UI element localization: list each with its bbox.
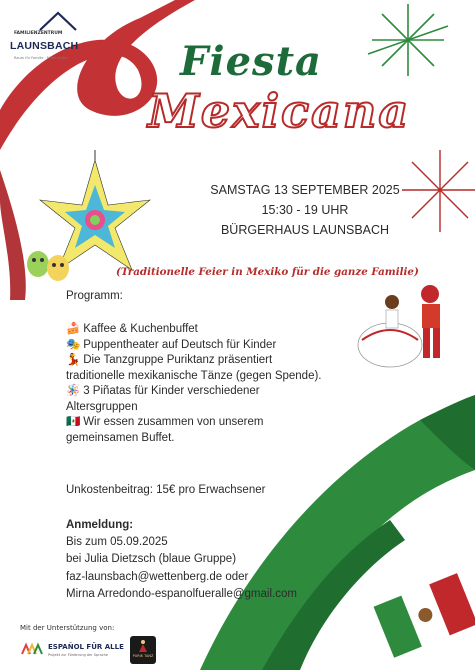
- program-item-text: 3 Piñatas für Kinder verschiedener: [83, 385, 260, 397]
- logo-name: LAUNSBACH: [10, 40, 79, 52]
- hands-logo-icon: [20, 642, 44, 658]
- registration-contact-1: bei Julia Dietzsch (blaue Gruppe): [66, 553, 237, 565]
- sponsor1-name: ESPAÑOL FÜR ALLE: [48, 643, 124, 651]
- program-heading: Programm:: [66, 290, 123, 302]
- registration-email-2[interactable]: Mirna Arredondo-espanolfueralle@gmail.com: [66, 588, 297, 600]
- cake-icon: 🍰: [66, 323, 81, 335]
- fee-text: Unkostenbeitrag: 15€ pro Erwachsener: [66, 484, 266, 496]
- event-time: 15:30 - 19 UHR: [261, 203, 349, 217]
- title-mexicana: Mexicana: [148, 84, 411, 138]
- puppet-icon: 🎭: [66, 338, 81, 351]
- pinata-icon: 🪅: [66, 385, 81, 397]
- sponsor-note: Mit der Unterstützung von:: [20, 624, 115, 632]
- espanol-fuer-alle-logo: [20, 640, 124, 664]
- program-item-continuation: traditionelle mexikanische Tänze (gegen Spende).: [66, 369, 322, 382]
- dancer-icon: 💃: [66, 354, 81, 366]
- program-item: [66, 415, 366, 431]
- subtitle: (Traditionelle Feier in Mexiko für die ganze Familie): [116, 266, 419, 278]
- program-item-continuation: Altersgruppen: [66, 400, 138, 413]
- program-item: [66, 322, 366, 338]
- registration-heading: Anmeldung:: [66, 519, 134, 531]
- registration-email-1[interactable]: faz-launsbach@wettenberg.de oder: [66, 571, 249, 583]
- theater-masks-icon: [27, 251, 69, 281]
- dancer-logo-icon: [136, 639, 150, 653]
- program-item: [66, 338, 366, 354]
- program-item-text: Wir essen zusammen von unserem: [83, 416, 264, 428]
- mexico-flag-icon: 🇲🇽: [66, 416, 81, 428]
- event-location: BÜRGERHAUS LAUNSBACH: [220, 223, 390, 237]
- house-roof-icon: [38, 10, 78, 32]
- program-item: [66, 384, 366, 400]
- purik-tanz-logo: [130, 636, 156, 664]
- sponsor1-tagline: Projekt zur Förderung der Sprache: [48, 653, 109, 657]
- program-item: [66, 353, 366, 369]
- program-item-continuation: gemeinsamen Buffet.: [66, 431, 175, 444]
- logo-small-text: FAMILIENZENTRUM: [14, 31, 63, 36]
- green-firework-icon: [368, 4, 448, 76]
- pinata-star-decoration: [40, 150, 150, 270]
- logo-tagline: Raum für Familie · Miteinander: [14, 56, 68, 60]
- mexico-flag-decoration: [374, 573, 475, 658]
- sponsor2-name: PURIK TANZ: [132, 654, 154, 658]
- program-item-text: Die Tanzgruppe Puriktanz präsentiert: [83, 354, 273, 366]
- program-item-text: Kaffee & Kuchenbuffet: [83, 323, 198, 335]
- registration-deadline: Bis zum 05.09.2025: [66, 536, 168, 548]
- title-fiesta: Fiesta: [180, 38, 322, 85]
- dancers-illustration: [358, 285, 440, 367]
- program-item-text: Puppentheater auf Deutsch für Kinder: [83, 338, 277, 351]
- event-date: SAMSTAG 13 SEPTEMBER 2025: [210, 183, 400, 197]
- familienzentrum-logo: [10, 10, 118, 72]
- program-list: [66, 322, 366, 446]
